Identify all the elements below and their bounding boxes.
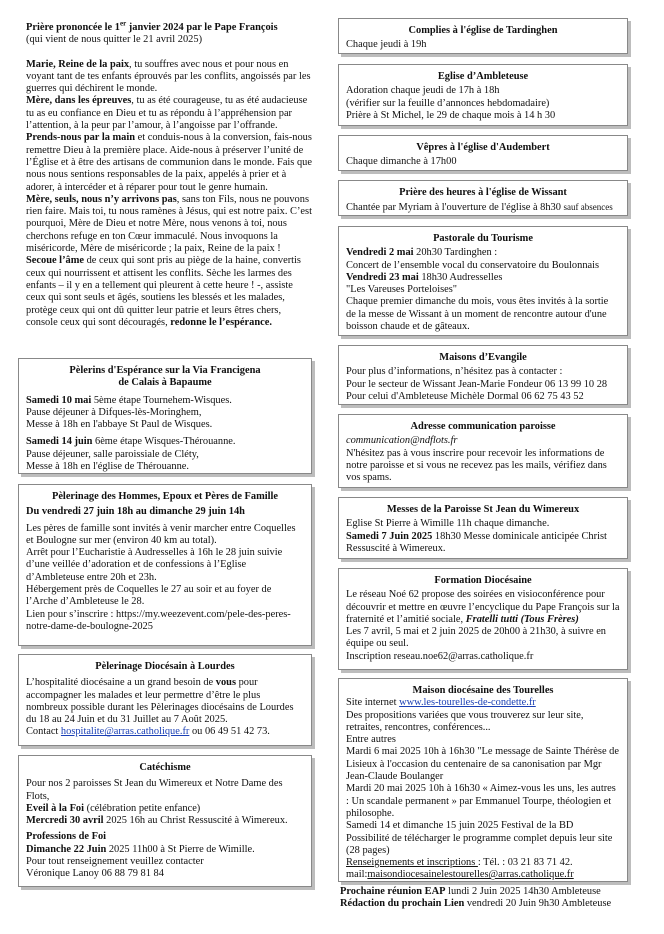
footer-notes: Prochaine réunion EAP lundi 2 Juin 2025 14h30 Ambleteuse Rédaction du prochain Lien vendredi 20 Juin 9h30 Ambleteuse <box>340 886 612 910</box>
tourelles-box: Maison diocésaine des Tourelles Site internet www.les-tourelles-de-condette.fr Des propositions variées que vous trouverez sur leur site, retraites, rencontres, conférences... Entre autres Mardi 6 mai 2025 10h à 16h30 "Le message de Sainte Thérèse de Lisieux à l'occasion du centenaire de sa canonisation par Mgr Jean-Claude Boulanger Mardi 20 mai 2025 10h à 16h30 « Aimez-vous les uns, les autres : Un scandale permanent » par Emmanuel Tourpe, théologien et philosophe. Samedi 14 et dimanche 15 juin 2025 Festival de la BD Possibilité de télécharger le programme complet depuis leur site (28 pages) Renseignements et inscriptions : Tél. : 03 21 83 71 42. mail:maisondiocesainelestourelles@arras.catholique.fr <box>338 678 628 882</box>
hommes-box: Pèlerinage des Hommes, Epoux et Pères de Famille Du vendredi 27 juin 18h au dimanche 29 juin 14h Les pères de famille sont invités à venir marcher entre Coquelles et Boulogne sur mer (environ 40 km au total). Arrêt pour l’Eucharistie à Audresselles à 16h le 28 juin suivie d’une veillée d’adoration et de confessions à l’Eglise d’Ambleteuse entre 20h et 23h. Hébergement près de Coquelles le 27 au soir et au foyer de l’Arche d’Ambleteuse le 28. Lien pour s’inscrire : https://my.weezevent.com/pele-des-peres-notre-dame-de-boulogne-2025 <box>18 484 312 646</box>
prayer-paragraph: Mère, seuls, nous n’y arrivons pas, sans ton Fils, nous ne pouvons rien faire. Mais toi, tu nous ramènes à Jésus, qui est notre paix. C’est pourquoi, Mère de Dieu et notre Mère, nous venons à toi, nous cherchons refuge en ton Cœur immaculé. Nous invoquons la miséricorde, Mère de miséricorde ; la paix, Reine de la paix ! <box>26 193 312 255</box>
messes-box: Messes de la Paroisse St Jean du Wimereux Eglise St Pierre à Wimille 11h chaque dimanche. Samedi 7 Juin 2025 18h30 Messe dominicale anticipée Christ Ressuscité à Wimereux. <box>338 497 628 559</box>
prayer-paragraph: Mère, dans les épreuves, tu as été courageuse, tu as été audacieuse tu as eu confiance en Dieu et tu as répondu à l’appréhension par l’attention, à la peur par l’amour, à l’angoisse par l’offrande. <box>26 95 308 132</box>
prayer-subtitle: (qui vient de nous quitter le 21 avril 2025) <box>26 34 203 46</box>
pelerins-box: Pèlerins d'Espérance sur la Via Francigena de Calais à Bapaume Samedi 10 mai 5ème étape Tournehem-Wisques. Pause déjeuner à Difques-lès-Moringhem, Messe à 18h en l'abbaye St Paul de Wisques. Samedi 14 juin 6ème étape Wisques-Thérouanne. Pause déjeuner, salle paroissiale de Cléty, Messe à 18h en l'église de Thérouanne. <box>18 358 312 474</box>
hospitalite-email-link[interactable]: hospitalite@arras.catholique.fr <box>60 726 190 738</box>
complies-box: Complies à l'église de Tardinghen Chaque jeudi à 19h <box>338 18 628 54</box>
prayer-paragraph: Prends-nous par la main et conduis-nous à la conversion, fais-nous remettre Dieu à la première place. Aide-nous à préserver l’unité de l’Église et à être des artisans de communion dans le monde. Fais que nous nous sentions responsables de la paix, appelés à prier et à adorer, à intercéder et à réparer pour tout le genre humain. <box>26 132 312 193</box>
prayer-section <box>26 19 314 329</box>
heures-box: Prière des heures à l'église de Wissant Chantée par Myriam à l'ouverture de l'église à 8h30 sauf absences <box>338 180 628 216</box>
prayer-paragraph: Marie, Reine de la paix, tu souffres avec nous et pour nous en voyant tant de tes enfants éprouvés par les conflits, angoissés par les guerres qui déchirent le monde. <box>26 58 311 95</box>
lourdes-box: Pèlerinage Diocésain à Lourdes L’hospitalité diocésaine a un grand besoin de vous pour accompagner les malades et leur permettre d’être le plus nombreux possible durant les Pèlerinages diocésains de Lourdes du 18 au 24 Juin et du 31 Juillet au 7 Août 2025. Contact hospitalite@arras.catholique.fr ou 06 49 51 42 73. <box>18 654 312 746</box>
evangile-box: Maisons d’Evangile Pour plus d’informations, n’hésitez pas à contacter : Pour le secteur de Wissant Jean-Marie Fondeur 06 13 99 10 28 Pour celui d'Ambleteuse Michèle Dormal 06 62 75 43 52 <box>338 345 628 405</box>
communication-email[interactable]: communication@ndflots.fr <box>346 435 458 447</box>
tourelles-site-link[interactable]: www.les-tourelles-de-condette.fr <box>399 697 536 709</box>
formation-box: Formation Diocésaine Le réseau Noé 62 propose des soirées en visioconférence pour découvrir et mettre en œuvre l’encyclique du Pape François sur la fraternité et l’amitié sociale, Fratelli tutti (Tous Frères) Les 7 avril, 5 mai et 2 juin 2025 de 20h00 à 21h30, à suivre en équipe ou seul. Inscription reseau.noe62@arras.catholique.fr <box>338 568 628 670</box>
tourisme-box: Pastorale du Tourisme Vendredi 2 mai 20h30 Tardinghen : Concert de l’ensemble vocal du conservatoire du Boulonnais Vendredi 23 mai 18h30 Audresselles "Les Vareuses Porteloises" Chaque premier dimanche du mois, vous êtes invités à la sortie de la messe de Wissant à un moment de rencontre autour d'une boisson chaude et de gâteaux. <box>338 226 628 336</box>
inscription-link[interactable]: Lien pour s’inscrire : https://my.weezevent.com/pele-des-peres-notre-dame-de-boulogne-2025 <box>26 608 291 632</box>
prayer-paragraph: Secoue l’âme de ceux qui sont pris au piège de la haine, convertis ceux qui nourrissent et attisent les conflits. Sèche les larmes des enfants – il y en a tellement qui pleurent à cette heure ! -, assiste ceux qui sont seuls et âgés, soutiens les blessés et les malades, protège ceux qui ont dû quitter leur patrie et leurs êtres chers, console ceux qui sont découragés, redonne le l’espérance. <box>26 255 301 328</box>
catechisme-box: Catéchisme Pour nos 2 paroisses St Jean du Wimereux et Notre Dame des Flots, Eveil à la Foi (célébration petite enfance) Mercredi 30 avril 2025 16h au Christ Ressuscité à Wimereux. Professions de Foi Dimanche 22 Juin 2025 11h00 à St Pierre de Wimille. Pour tout renseignement veuillez contacter Véronique Lanoy 06 88 79 81 84 <box>18 755 312 887</box>
vepres-box: Vêpres à l'église d'Audembert Chaque dimanche à 17h00 <box>338 135 628 171</box>
adresse-box: Adresse communication paroisse communication@ndflots.fr N'hésitez pas à vous inscrire pour recevoir les informations de notre paroisse et si vous ne recevez pas les mails, vérifiez dans vos spams. <box>338 414 628 488</box>
tourelles-email-link[interactable]: maisondiocesainelestourelles@arras.catholique.fr <box>367 869 574 881</box>
prayer-title: Prière prononcée le 1er janvier 2024 par le Pape François <box>26 19 278 33</box>
ambleteuse-box: Eglise d’Ambleteuse Adoration chaque jeudi de 17h à 18h (vérifier sur la feuille d’annonces hebdomadaire) Prière à St Michel, le 29 de chaque mois à 14 h 30 <box>338 64 628 126</box>
